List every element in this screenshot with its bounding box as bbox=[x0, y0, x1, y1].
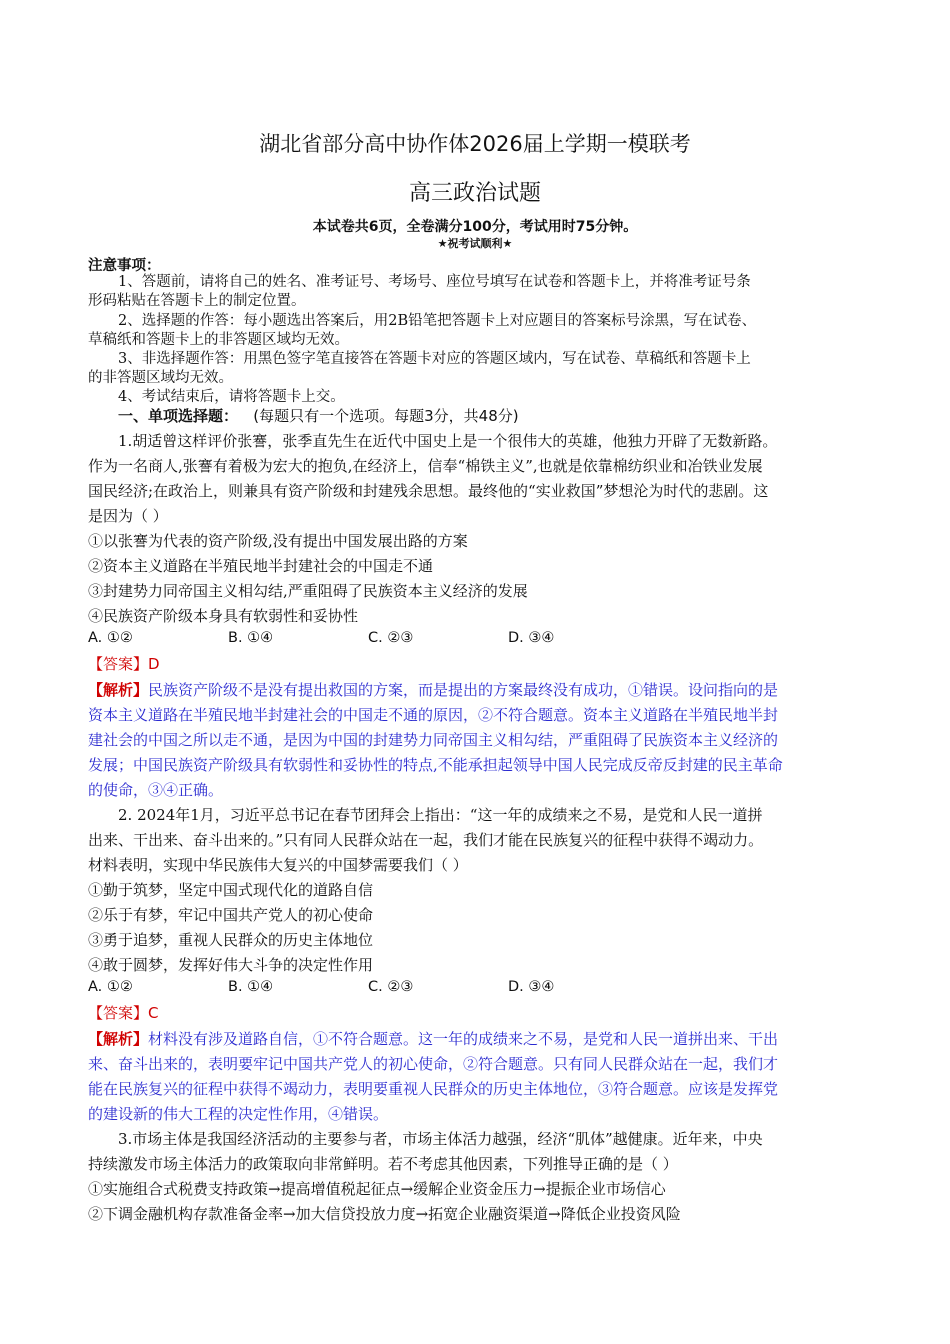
q1-item: ④民族资产阶级本身具有软弱性和妥协性 bbox=[88, 607, 359, 625]
q2-answer bbox=[88, 1004, 159, 1022]
answer-label: 【答案】 bbox=[88, 655, 149, 673]
q3-item: ①实施组合式税费支持政策→提高增值税起征点→缓解企业资金压力→提振企业市场信心 bbox=[88, 1180, 666, 1198]
q2-option-a: A. ①② bbox=[88, 979, 133, 995]
notes-line: 2、选择题的作答：每小题选出答案后，用2B铅笔把答题卡上对应题目的答案标号涂黑，写在试卷、 bbox=[118, 313, 757, 329]
q1-stem-line: 国民经济;在政治上，则兼具有资产阶级和封建残余思想。最终他的“实业救国”梦想沦为时代的悲剧。这 bbox=[88, 482, 769, 500]
answer-label: 【答案】 bbox=[88, 1004, 149, 1022]
q1-answer bbox=[88, 655, 160, 673]
q1-analysis-line bbox=[88, 681, 778, 699]
q1-analysis-line: 发展；中国民族资产阶级具有软弱性和妥协性的特点,不能承担起领导中国人民完成反帝反封建的民主革命 bbox=[88, 756, 783, 774]
q1-option-b: B. ①④ bbox=[228, 630, 274, 646]
q2-stem-line: 材料表明，实现中华民族伟大复兴的中国梦需要我们（ ） bbox=[88, 856, 468, 874]
answer-value: C bbox=[148, 1004, 159, 1022]
notes-line: 的非答题区域均无效。 bbox=[88, 370, 233, 386]
q2-stem-line: 出来、干出来、奋斗出来的。”只有同人民群众站在一起，我们才能在民族复兴的征程中获得不竭动力。 bbox=[88, 831, 764, 849]
q2-option-c: C. ②③ bbox=[368, 979, 414, 995]
notes-line: 1、答题前，请将自己的姓名、准考证号、考场号、座位号填写在试卷和答题卡上，并将准考证号条 bbox=[118, 274, 751, 290]
q1-option-d: D. ③④ bbox=[508, 630, 555, 646]
exam-subtitle: 高三政治试题 bbox=[408, 181, 541, 206]
q1-stem-line: 作为一名商人,张謇有着极为宏大的抱负,在经济上，信奉“棉铁主义”,也就是依靠棉纺织业和冶铁业发展 bbox=[88, 457, 763, 475]
answer-value: D bbox=[148, 655, 160, 673]
q3-stem-line: 3.市场主体是我国经济活动的主要参与者，市场主体活力越强，经济“肌体”越健康。近年来，中央 bbox=[118, 1130, 763, 1148]
notes-line: 3、非选择题作答：用黑色签字笔直接答在答题卡对应的答题区域内，写在试卷、草稿纸和答题卡上 bbox=[118, 351, 751, 367]
notes-line: 形码粘贴在答题卡上的制定位置。 bbox=[88, 293, 306, 309]
q2-analysis-line: 的建设新的伟大工程的决定性作用，④错误。 bbox=[88, 1105, 389, 1123]
q1-analysis-line: 资本主义道路在半殖民地半封建社会的中国走不通的原因，②不符合题意。资本主义道路在半殖民地半封 bbox=[88, 706, 779, 724]
section-title-label: 一、单项选择题： bbox=[118, 407, 239, 425]
q1-option-a: A. ①② bbox=[88, 630, 133, 646]
q2-item: ②乐于有梦，牢记中国共产党人的初心使命 bbox=[88, 906, 374, 924]
q1-item: ③封建势力同帝国主义相勾结,严重阻碍了民族资本主义经济的发展 bbox=[88, 582, 528, 600]
analysis-text: 民族资产阶级不是没有提出救国的方案，而是提出的方案最终没有成功，①错误。设问指向的是 bbox=[148, 681, 779, 699]
q2-option-b: B. ①④ bbox=[228, 979, 274, 995]
analysis-text: 材料没有涉及道路自信，①不符合题意。这一年的成绩来之不易，是党和人民一道拼出来、干出 bbox=[148, 1030, 779, 1048]
q1-item: ①以张謇为代表的资产阶级,没有提出中国发展出路的方案 bbox=[88, 532, 468, 550]
q1-stem-line: 是因为（ ） bbox=[88, 507, 168, 525]
exam-info: 本试卷共6页，全卷满分100分，考试用时75分钟。 bbox=[312, 219, 638, 235]
exam-blessing: ★祝考试顺利★ bbox=[437, 237, 513, 250]
q1-stem-line: 1.胡适曾这样评价张謇，张季直先生在近代中国史上是一个很伟大的英雄，他独力开辟了无数新路。 bbox=[118, 432, 778, 450]
q2-item: ③勇于追梦，重视人民群众的历史主体地位 bbox=[88, 931, 374, 949]
q2-analysis-line bbox=[88, 1030, 778, 1048]
q2-analysis-line: 能在民族复兴的征程中获得不竭动力，表明要重视人民群众的历史主体地位，③符合题意。应该是发挥党 bbox=[88, 1080, 779, 1098]
q2-option-d: D. ③④ bbox=[508, 979, 555, 995]
analysis-label: 【解析】 bbox=[88, 1030, 149, 1048]
q1-analysis-line: 建社会的中国之所以走不通，是因为中国的封建势力同帝国主义相勾结，严重阻碍了民族资本主义经济的 bbox=[88, 731, 779, 749]
q3-item: ②下调金融机构存款准备金率→加大信贷投放力度→拓宽企业融资渠道→降低企业投资风险 bbox=[88, 1205, 681, 1223]
section-title bbox=[118, 407, 519, 425]
q3-stem-line: 持续激发市场主体活力的政策取向非常鲜明。若不考虑其他因素，下列推导正确的是（ ） bbox=[88, 1155, 678, 1173]
notes-line: 草稿纸和答题卡上的非答题区域均无效。 bbox=[88, 332, 349, 348]
q1-item: ②资本主义道路在半殖民地半封建社会的中国走不通 bbox=[88, 557, 434, 575]
q2-analysis-line: 来、奋斗出来的，表明要牢记中国共产党人的初心使命，②符合题意。只有同人民群众站在一起，我们才 bbox=[88, 1055, 779, 1073]
q2-item: ①勤于筑梦，坚定中国式现代化的道路自信 bbox=[88, 881, 374, 899]
q1-analysis-line: 的使命，③④正确。 bbox=[88, 781, 224, 799]
section-title-desc: (每题只有一个选项。每题3分，共48分) bbox=[253, 407, 519, 425]
notes-line: 4、考试结束后，请将答题卡上交。 bbox=[118, 389, 345, 405]
q1-option-c: C. ②③ bbox=[368, 630, 414, 646]
q2-stem-line: 2. 2024年1月，习近平总书记在春节团拜会上指出：“这一年的成绩来之不易，是党和人民一道拼 bbox=[118, 806, 763, 824]
q2-item: ④敢于圆梦，发挥好伟大斗争的决定性作用 bbox=[88, 956, 374, 974]
notes-heading: 注意事项： bbox=[88, 258, 161, 274]
exam-title: 湖北省部分高中协作体2026届上学期一模联考 bbox=[259, 132, 691, 156]
analysis-label: 【解析】 bbox=[88, 681, 149, 699]
